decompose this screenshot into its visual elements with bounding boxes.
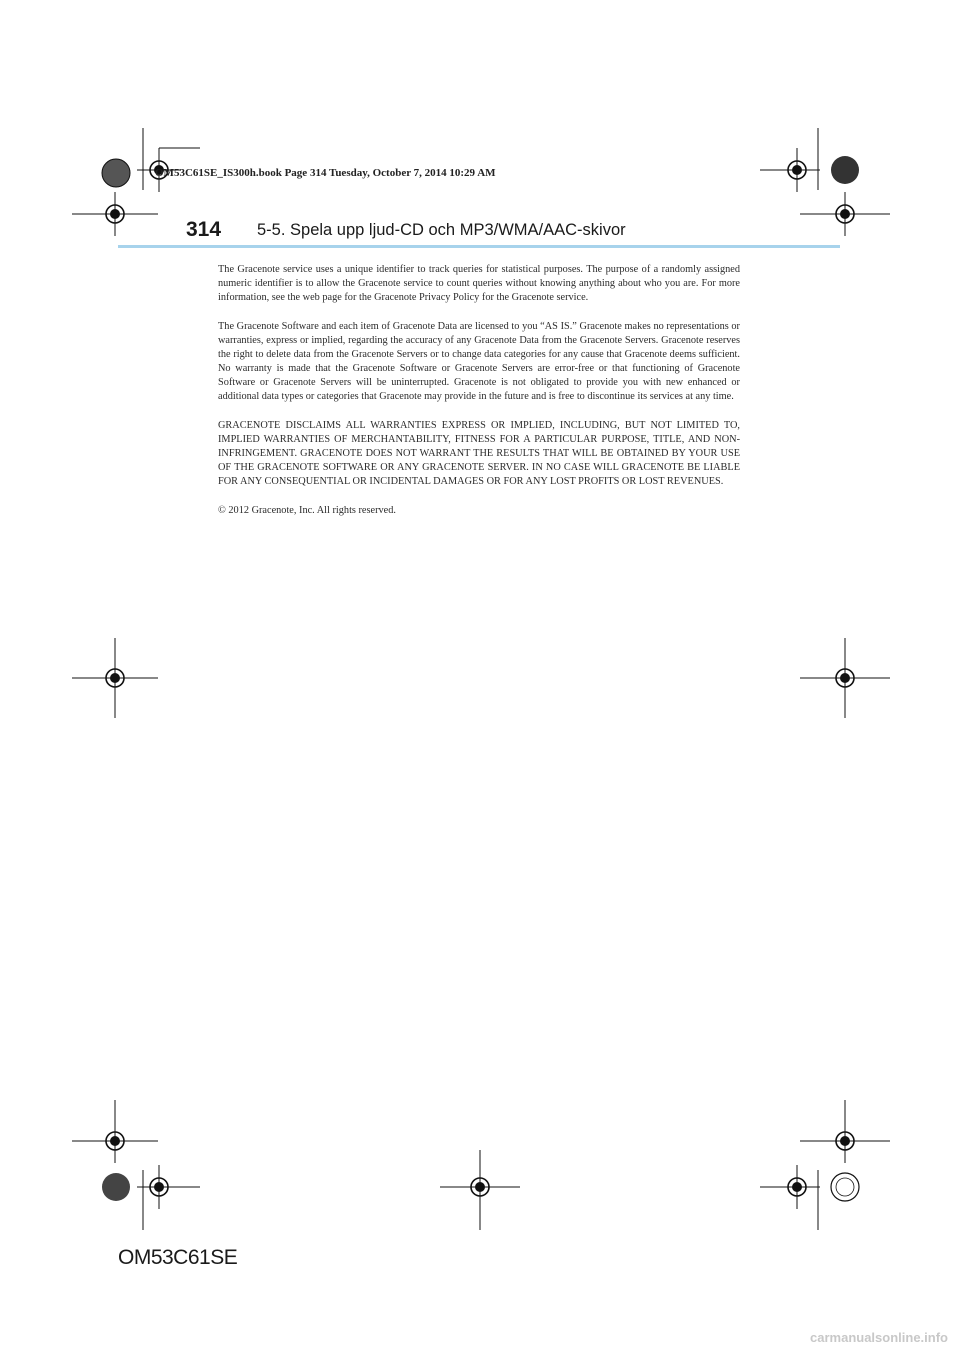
paragraph-copyright: © 2012 Gracenote, Inc. All rights reserved. — [218, 505, 396, 516]
paragraph-privacy: The Gracenote service uses a unique identifier to track queries for statistical purposes. The purpose of a randomly assigned numeric identifier is to allow the Gracenote service to count queries without knowing anything about who you are. For more information, see the web page for the Gracenote Privacy Policy for the Gracenote service. — [218, 264, 740, 303]
print-header: OM53C61SE_IS300h.book Page 314 Tuesday, October 7, 2014 10:29 AM — [155, 167, 496, 179]
sunburst-bottom-left-icon — [102, 1173, 130, 1201]
paragraph-disclaimer: GRACENOTE DISCLAIMS ALL WARRANTIES EXPRESS OR IMPLIED, INCLUDING, BUT NOT LIMITED TO, IMPLIED WARRANTIES OF MERCHANTABILITY, FITNESS FOR A PARTICULAR PURPOSE, TITLE, AND NON-INFRINGEMENT. GRACENOTE DOES NOT WARRANT THE RESULTS THAT WILL BE OBTAINED BY YOUR USE OF THE GRACENOTE SOFTWARE OR ANY GRACENOTE SERVER. IN NO CASE WILL GRACENOTE BE LIABLE FOR ANY CONSEQUENTIAL OR INCIDENTAL DAMAGES OR FOR ANY LOST PROFITS OR LOST REVENUES. — [218, 420, 740, 487]
paragraph-license: The Gracenote Software and each item of Gracenote Data are licensed to you “AS IS.” Gracenote makes no representations or warranties, express or implied, regarding the accuracy of any Gracenote Data from the Gracenote Servers. Gracenote reserves the right to delete data from the Gracenote Servers or to change data categories for any cause that Gracenote deems sufficient. No warranty is made that the Gracenote Software or Gracenote Servers are error-free or that functioning of Gracenote Software or Gracenote Servers will be uninterrupted. Gracenote is not obligated to provide you with new enhanced or additional data types or categories that Gracenote may provide in the future and is free to discontinue its services at any time. — [218, 321, 740, 402]
watermark: carmanualsonline.info — [810, 1330, 948, 1345]
header-rule — [118, 245, 840, 248]
footer-code: OM53C61SE — [118, 1246, 238, 1269]
page-number: 314 — [186, 218, 222, 241]
section-title: 5-5. Spela upp ljud-CD och MP3/WMA/AAC-skivor — [257, 221, 626, 239]
sunburst-top-right-icon — [831, 156, 859, 184]
sunburst-top-left-icon — [102, 159, 130, 187]
sunburst-bottom-right-icon — [831, 1173, 859, 1201]
body-text — [218, 263, 740, 533]
